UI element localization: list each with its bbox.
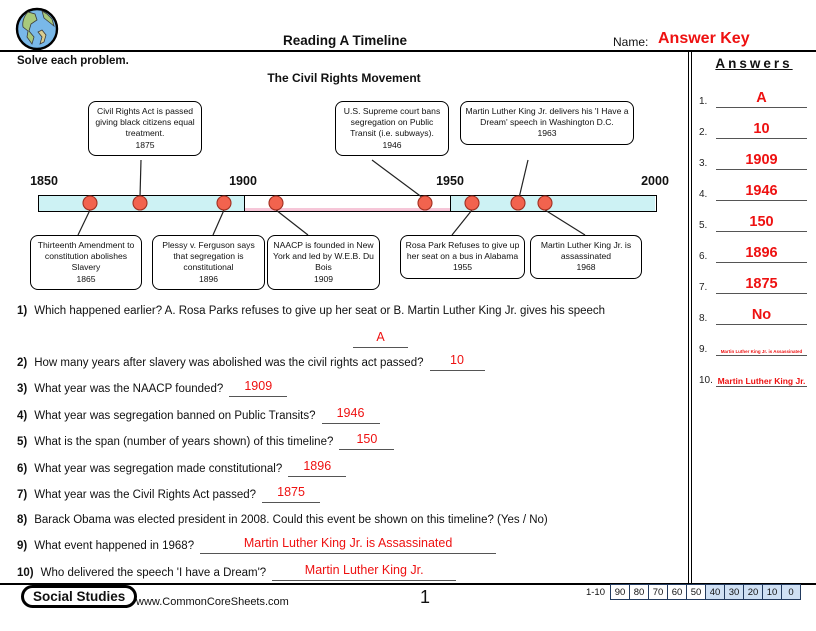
question-row bbox=[17, 486, 677, 503]
answer-number: 2. bbox=[699, 127, 708, 138]
question-answer-blank[interactable] bbox=[339, 433, 394, 450]
event-year: 1955 bbox=[452, 262, 473, 273]
answer-value: A bbox=[756, 90, 767, 107]
worksheet-title: Reading A Timeline bbox=[282, 33, 408, 48]
event-year: 1946 bbox=[382, 139, 402, 150]
question-number: 7) bbox=[17, 489, 28, 501]
event-year: 1875 bbox=[135, 139, 155, 150]
answer-value: Martin Luther King Jr. bbox=[717, 375, 806, 386]
question-answer: Martin Luther King Jr. bbox=[304, 562, 424, 577]
answer-number: 4. bbox=[699, 189, 708, 200]
dot-1875 bbox=[133, 196, 147, 210]
answer-blank[interactable] bbox=[716, 271, 807, 294]
answer-row bbox=[699, 272, 807, 294]
answer-blank[interactable] bbox=[716, 302, 807, 325]
question-answer: 10 bbox=[450, 352, 464, 367]
answer-row bbox=[699, 334, 807, 356]
question-text: What is the span (number of years shown) of this timeline? bbox=[34, 436, 334, 448]
answer-number: 3. bbox=[699, 158, 708, 169]
event-text: Martin Luther King Jr. is assassinated bbox=[540, 240, 632, 262]
score-strip bbox=[586, 584, 801, 600]
instructions: Solve each problem. bbox=[17, 55, 129, 67]
score-cell: 70 bbox=[649, 584, 668, 600]
answer-value: 1909 bbox=[745, 152, 778, 169]
answer-value: 1875 bbox=[745, 276, 778, 293]
answer-blank[interactable] bbox=[716, 116, 807, 139]
answer-blank[interactable] bbox=[716, 333, 807, 356]
answer-value: 10 bbox=[753, 121, 770, 138]
score-cell: 40 bbox=[706, 584, 725, 600]
question-answer-blank[interactable] bbox=[262, 486, 320, 503]
dot-1963 bbox=[511, 196, 525, 210]
question-row bbox=[17, 354, 677, 371]
dot-1946 bbox=[418, 196, 432, 210]
event-year: 1896 bbox=[198, 273, 219, 284]
question-answer: 1875 bbox=[277, 485, 305, 499]
answers-title: Answers bbox=[715, 56, 793, 71]
event-box-1896 bbox=[152, 235, 265, 290]
dot-1968 bbox=[538, 196, 552, 210]
question-text: Barack Obama was elected president in 2008. Could this event be shown on this timeline? (Yes / No) bbox=[34, 513, 548, 526]
question-text: What year was the Civil Rights Act passed? bbox=[34, 489, 257, 501]
dot-1896 bbox=[217, 196, 231, 210]
question-answer: Martin Luther King Jr. is Assassinated bbox=[243, 536, 453, 550]
question-answer: 1946 bbox=[336, 405, 365, 420]
question-text: What year was the NAACP founded? bbox=[34, 383, 224, 395]
score-cell: 50 bbox=[687, 584, 706, 600]
timeline-connectors bbox=[0, 52, 688, 352]
score-cell: 90 bbox=[610, 584, 630, 600]
question-text: What year was segregation made constitutional? bbox=[34, 462, 283, 475]
event-text: Civil Rights Act is passed giving black citizens equal treatment. bbox=[95, 106, 195, 139]
answer-blank[interactable] bbox=[716, 85, 807, 108]
question-number: 1) bbox=[17, 305, 28, 317]
event-text: NAACP is founded in New York and led by W.E.B. Du Bois bbox=[273, 240, 374, 273]
question-number: 6) bbox=[17, 462, 28, 475]
question-text: Which happened earlier? A. Rosa Parks refuses to give up her seat or B. Martin Luther King Jr. gives his speech bbox=[34, 305, 606, 317]
question-answer-blank[interactable] bbox=[200, 537, 496, 554]
answer-blank[interactable] bbox=[716, 364, 807, 387]
question-answer: 1909 bbox=[244, 379, 273, 393]
event-box-1955 bbox=[400, 235, 525, 279]
event-text: Rosa Park Refuses to give up her seat on a bus in Alabama bbox=[405, 240, 520, 262]
axis-label-2000: 2000 bbox=[641, 174, 669, 188]
score-cell: 80 bbox=[630, 584, 649, 600]
answer-value: 1946 bbox=[745, 183, 778, 200]
answer-row bbox=[699, 179, 807, 201]
answer-row bbox=[699, 210, 807, 232]
question-number: 9) bbox=[17, 540, 28, 552]
question-number: 4) bbox=[17, 409, 28, 422]
answers-panel bbox=[688, 52, 816, 583]
score-range-label: 1-10 bbox=[585, 586, 605, 598]
question-text: What event happened in 1968? bbox=[34, 540, 195, 552]
name-value[interactable]: Answer Key bbox=[658, 30, 750, 47]
timeline-title: The Civil Rights Movement bbox=[267, 71, 421, 85]
question-number: 8) bbox=[17, 513, 28, 526]
name-label: Name: bbox=[613, 35, 649, 49]
score-cell: 60 bbox=[668, 584, 687, 600]
question-answer-blank[interactable] bbox=[322, 407, 380, 424]
answer-row bbox=[699, 241, 807, 263]
question-answer-blank[interactable] bbox=[229, 380, 287, 397]
answer-number: 5. bbox=[699, 220, 708, 231]
question-row bbox=[17, 380, 677, 397]
question-answer: 1896 bbox=[303, 458, 332, 473]
event-text: Plessy v. Ferguson says that segregation is constitutional bbox=[162, 240, 255, 273]
answer-number: 10. bbox=[699, 375, 713, 386]
event-box-1968 bbox=[530, 235, 642, 279]
answer-number: 8. bbox=[699, 313, 708, 324]
question-number: 10) bbox=[17, 566, 34, 579]
question-text: How many years after slavery was abolished was the civil rights act passed? bbox=[34, 356, 424, 369]
answer-blank[interactable] bbox=[716, 147, 807, 170]
answer-value: Martin Luther King Jr. is Assassinated bbox=[720, 349, 803, 355]
question-row bbox=[17, 460, 677, 477]
axis-label-1900: 1900 bbox=[229, 174, 257, 188]
event-year: 1909 bbox=[313, 273, 334, 284]
answer-row bbox=[699, 86, 807, 108]
score-cell: 30 bbox=[725, 584, 744, 600]
question-number: 3) bbox=[17, 383, 28, 395]
axis-label-1850: 1850 bbox=[30, 174, 58, 188]
event-year: 1963 bbox=[537, 128, 557, 139]
answer-number: 7. bbox=[699, 282, 708, 293]
answer-value: No bbox=[751, 307, 772, 324]
answer-row bbox=[699, 117, 807, 139]
answer-value: 150 bbox=[749, 214, 774, 231]
score-cells bbox=[610, 584, 801, 600]
question-answer: A bbox=[376, 329, 385, 344]
answers-panel-inner bbox=[691, 52, 816, 583]
question-row bbox=[17, 537, 677, 554]
answer-number: 6. bbox=[699, 251, 708, 262]
answer-value: 1896 bbox=[745, 245, 778, 262]
question-number: 5) bbox=[17, 436, 28, 448]
event-box-1909 bbox=[267, 235, 380, 290]
subject-badge: Social Studies bbox=[21, 585, 137, 608]
answer-number: 9. bbox=[699, 344, 708, 355]
score-cell: 20 bbox=[744, 584, 763, 600]
answer-row bbox=[699, 303, 807, 325]
question-answer: 150 bbox=[356, 432, 378, 446]
event-year: 1968 bbox=[576, 262, 596, 273]
event-box-1946 bbox=[335, 101, 449, 156]
main-area bbox=[0, 52, 688, 583]
dot-1865 bbox=[83, 196, 97, 210]
page-number: 1 bbox=[420, 587, 431, 607]
answer-blank[interactable] bbox=[716, 178, 807, 201]
question-text: What year was segregation banned on Public Transits? bbox=[34, 409, 316, 422]
question-answer-blank[interactable] bbox=[272, 564, 456, 581]
question-number: 2) bbox=[17, 356, 28, 369]
answer-row bbox=[699, 365, 807, 387]
dot-1909 bbox=[269, 196, 283, 210]
question-text: Who delivered the speech 'I have a Dream'? bbox=[40, 566, 267, 579]
question-row bbox=[17, 407, 677, 424]
score-cell: 10 bbox=[763, 584, 782, 600]
question-row bbox=[17, 433, 677, 450]
page-header bbox=[0, 0, 816, 50]
question-row bbox=[17, 564, 677, 581]
question-row bbox=[17, 513, 677, 528]
event-box-1865 bbox=[30, 235, 142, 290]
event-year: 1865 bbox=[76, 273, 96, 284]
answer-number: 1. bbox=[699, 96, 708, 107]
question-answer-blank[interactable] bbox=[430, 354, 485, 371]
answer-blank[interactable] bbox=[716, 240, 807, 263]
event-box-1963 bbox=[460, 101, 634, 145]
answer-row bbox=[699, 148, 807, 170]
score-cell: 0 bbox=[782, 584, 801, 600]
question-answer-blank[interactable] bbox=[288, 460, 346, 477]
event-text: Martin Luther King Jr. delivers his 'I Have a Dream' speech in Washington D.C. bbox=[465, 106, 629, 128]
event-box-1875 bbox=[88, 101, 202, 156]
axis-label-1950: 1950 bbox=[436, 174, 464, 188]
website-text: www.CommonCoreSheets.com bbox=[136, 596, 289, 608]
dot-1955 bbox=[465, 196, 479, 210]
event-text: U.S. Supreme court bans segregation on Public Transit (i.e. subways). bbox=[343, 106, 441, 139]
event-text: Thirteenth Amendment to constitution abolishes Slavery bbox=[37, 240, 135, 273]
answer-blank[interactable] bbox=[716, 209, 807, 232]
